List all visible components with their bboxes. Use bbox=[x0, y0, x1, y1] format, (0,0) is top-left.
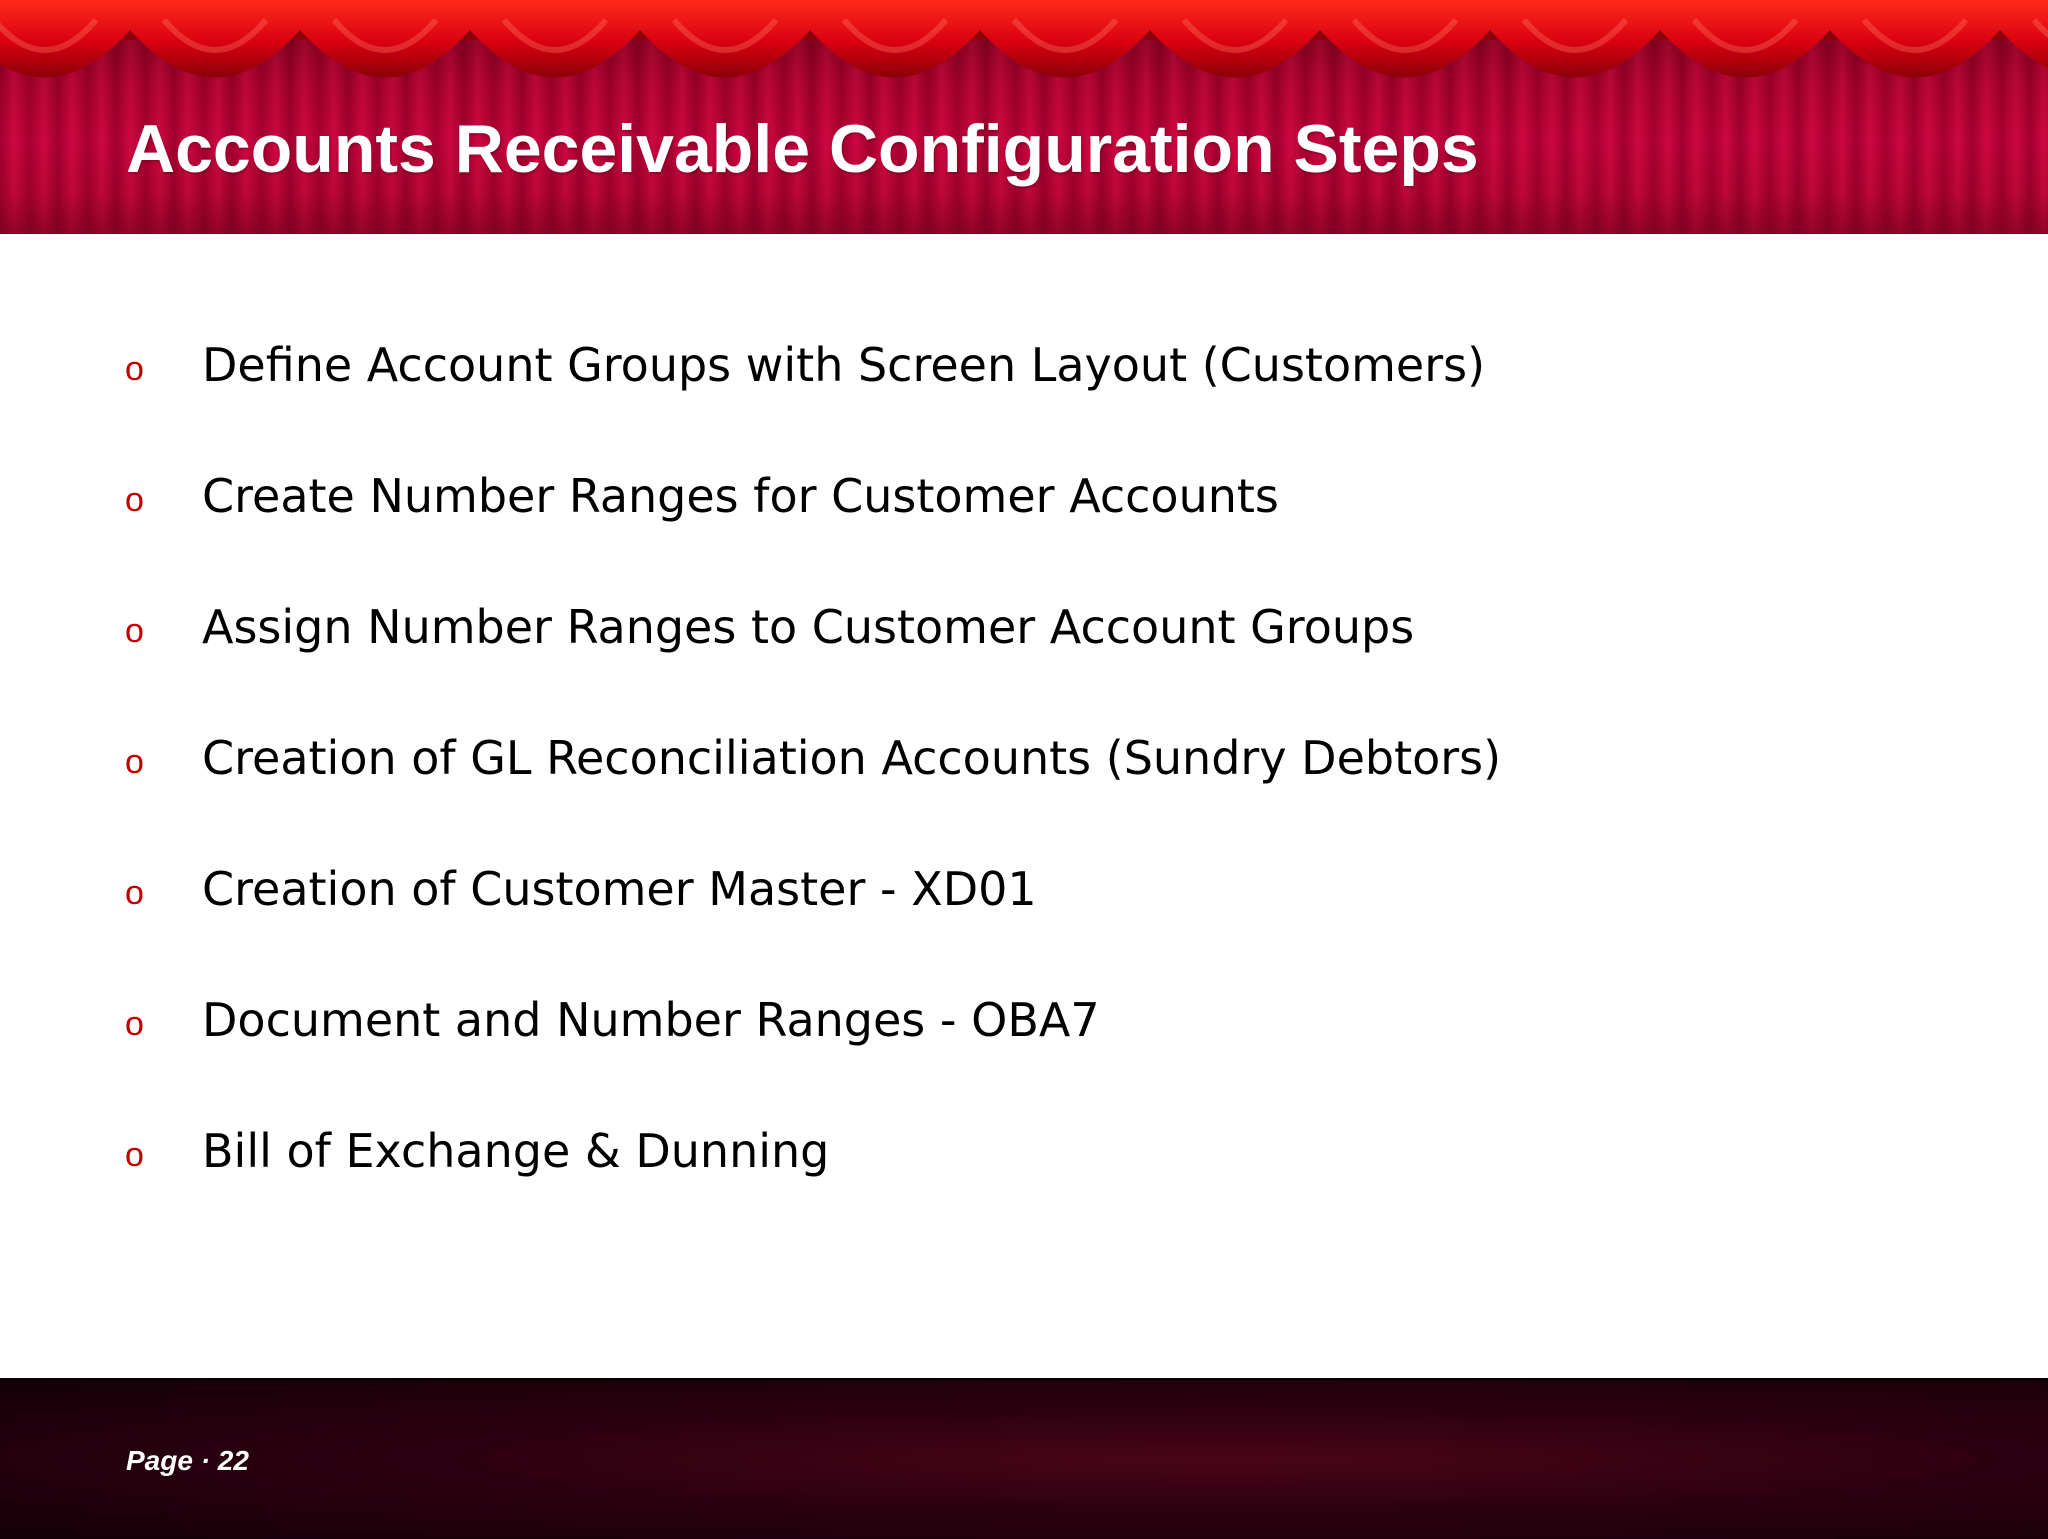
curtain-swag bbox=[1150, 0, 1320, 78]
bullet-item bbox=[0, 854, 1700, 924]
bullet-text: Document and Number Ranges - OBA7 bbox=[202, 993, 1100, 1047]
curtain-swag bbox=[810, 0, 980, 78]
bullet-text: Creation of GL Reconciliation Accounts (Sundry Debtors) bbox=[202, 731, 1502, 785]
curtain-swag bbox=[0, 0, 130, 78]
bullet-circle-icon: o bbox=[125, 612, 144, 650]
bullet-circle-icon: o bbox=[125, 743, 144, 781]
bullet-circle-icon: o bbox=[125, 350, 144, 388]
slide-footer bbox=[0, 1378, 2048, 1539]
slide-header bbox=[0, 0, 2048, 234]
bullet-item bbox=[0, 330, 1700, 400]
curtain-valance bbox=[0, 0, 2048, 110]
bullet-text: Define Account Groups with Screen Layout (Customers) bbox=[202, 338, 1486, 392]
bullet-circle-icon: o bbox=[125, 874, 144, 912]
bullet-item bbox=[0, 985, 1700, 1055]
bullet-item bbox=[0, 1116, 1700, 1186]
curtain-swag bbox=[300, 0, 470, 78]
bullet-circle-icon: o bbox=[125, 481, 144, 519]
bullet-text: Assign Number Ranges to Customer Account Groups bbox=[202, 600, 1415, 654]
curtain-swag bbox=[1660, 0, 1830, 78]
curtain-swag bbox=[470, 0, 640, 78]
bullet-text: Bill of Exchange & Dunning bbox=[202, 1124, 830, 1178]
slide-title: Accounts Receivable Configuration Steps bbox=[126, 111, 1479, 187]
bullet-text: Create Number Ranges for Customer Accounts bbox=[202, 469, 1279, 523]
curtain-swag bbox=[1320, 0, 1490, 78]
curtain-swag bbox=[130, 0, 300, 78]
bullet-text: Creation of Customer Master - XD01 bbox=[202, 862, 1037, 916]
bullet-item bbox=[0, 461, 1700, 531]
curtain-swag bbox=[1490, 0, 1660, 78]
curtain-swag bbox=[980, 0, 1150, 78]
page-number: Page · 22 bbox=[126, 1445, 249, 1476]
header-shade bbox=[0, 194, 2048, 234]
curtain-swag bbox=[1830, 0, 2000, 78]
bullet-item bbox=[0, 723, 1700, 793]
curtain-swag bbox=[640, 0, 810, 78]
bullet-circle-icon: o bbox=[125, 1005, 144, 1043]
bullet-item bbox=[0, 592, 1700, 662]
bullet-circle-icon: o bbox=[125, 1136, 144, 1174]
